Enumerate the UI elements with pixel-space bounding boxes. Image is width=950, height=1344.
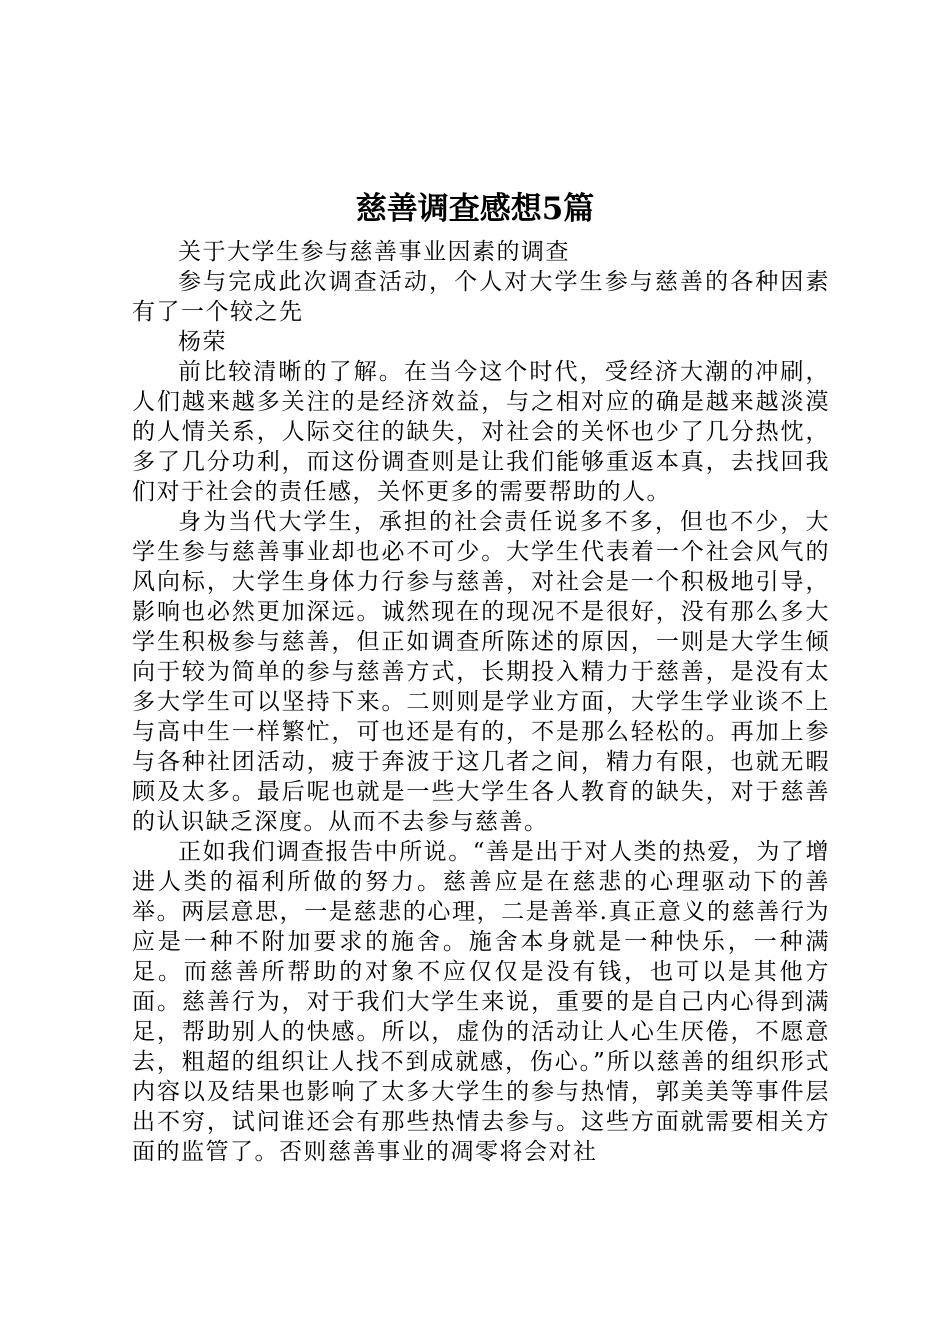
paragraph-intro: 参与完成此次调查活动，个人对大学生参与慈善的各种因素有了一个较之先 <box>132 269 830 325</box>
paragraph-body-1: 前比较清晰的了解。在当今这个时代，受经济大潮的冲刷，人们越来越多关注的是经济效益，与之相对应的确是越来越淡漠的人情关系，人际交往的缺失，对社会的关怀也少了几分热忱，多了几分功利，而这份调查则是让我们能够重返本真，去找回我们对于社会的责任感，关怀更多的需要帮助的人。 <box>132 359 830 505</box>
paragraph-author: 杨荣 <box>178 329 227 355</box>
paragraph-subtitle: 关于大学生参与慈善事业因素的调查 <box>178 239 570 265</box>
paragraph-body-2: 身为当代大学生，承担的社会责任说多不多，但也不少，大学生参与慈善事业却也必不可少。大学生代表着一个社会风气的风向标，大学生身体力行参与慈善，对社会是一个积极地引导，影响也必然更加深远。诚然现在的现况不是很好，没有那么多大学生积极参与慈善，但正如调查所陈述的原因，一则是大学生倾向于较为简单的参与慈善方式，长期投入精力于慈善，是没有太多大学生可以坚持下来。二则则是学业方面，大学生学业谈不上与高中生一样繁忙，可也还是有的，不是那么轻松的。再加上参与各种社团活动，疲于奔波于这几者之间，精力有限，也就无暇顾及太多。最后呢也就是一些大学生各人教育的缺失，对于慈善的认识缺乏深度。从而不去参与慈善。 <box>132 509 830 835</box>
paragraph-body-3: 正如我们调查报告中所说。“善是出于对人类的热爱，为了增进人类的福利所做的努力。慈善应是在慈悲的心理驱动下的善举。两层意思，一是慈悲的心理，二是善举.真正意义的慈善行为应是一种不附加要求的施舍。施舍本身就是一种快乐，一种满足。而慈善所帮助的对象不应仅仅是没有钱，也可以是其他方面。慈善行为，对于我们大学生来说，重要的是自己内心得到满足，帮助别人的快感。所以，虚伪的活动让人心生厌倦，不愿意去，粗超的组织让人找不到成就感，伤心。”所以慈善的组织形式内容以及结果也影响了太多大学生的参与热情，郭美美等事件层出不穷，试问谁还会有那些热情去参与。这些方面就需要相关方面的监管了。否则慈善事业的凋零将会对社 <box>132 839 830 1165</box>
document-body <box>132 237 830 1167</box>
document-title: 慈善调查感想5篇 <box>355 191 595 227</box>
